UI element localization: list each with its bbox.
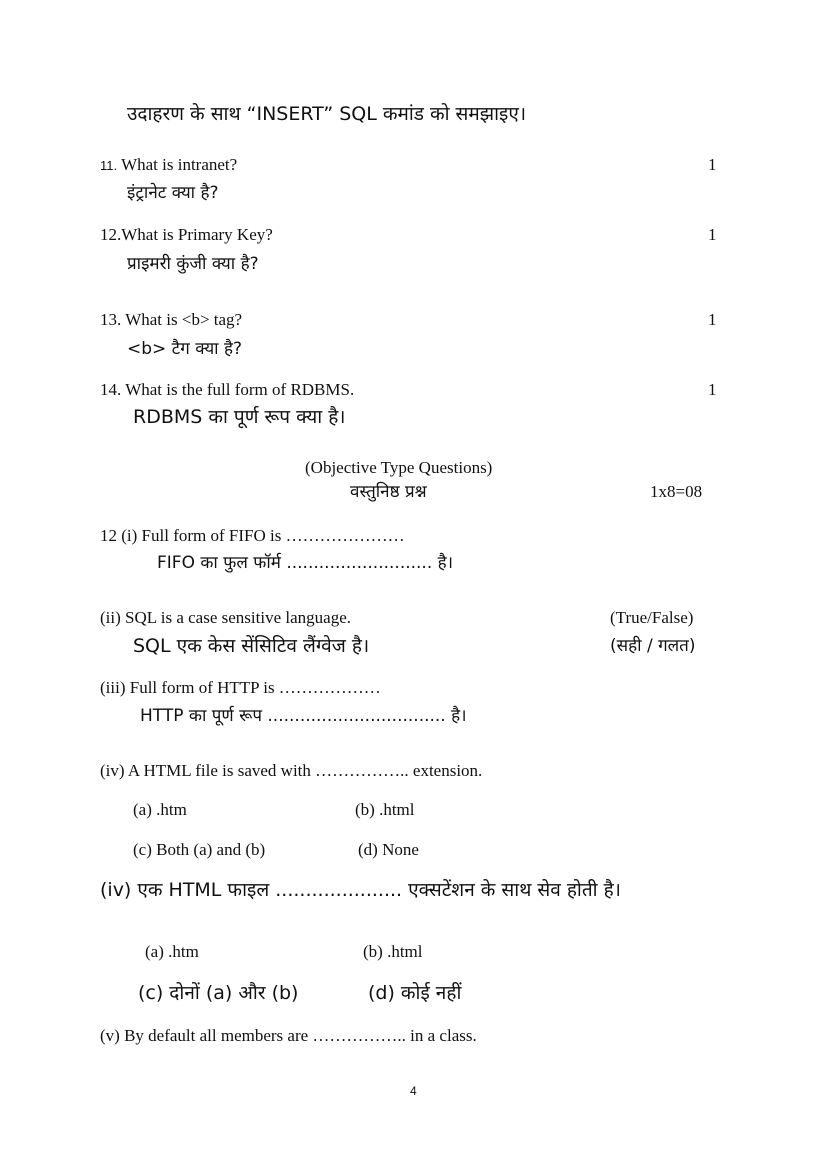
- section-heading: (Objective Type Questions): [305, 458, 493, 477]
- question-text: What is intranet?: [121, 155, 238, 174]
- question-number: 11.: [100, 158, 118, 173]
- question-13-hindi: <b> टैग क्या है?: [127, 339, 243, 359]
- question-12-hindi: प्राइमरी कुंजी क्या है?: [127, 254, 259, 274]
- objective-q4: (iv) A HTML file is saved with …………….. extension.: [100, 761, 483, 780]
- objective-q5: (v) By default all members are …………….. in a class.: [100, 1026, 477, 1045]
- option-c: (c) Both (a) and (b): [133, 840, 266, 859]
- objective-q2-hindi: SQL एक केस सेंसिटिव लैंग्वेज है।: [133, 635, 370, 657]
- option-c-hindi: (c) दोनों (a) और (b): [138, 982, 299, 1004]
- option-d: (d) None: [358, 840, 419, 859]
- marks: 1: [708, 225, 717, 244]
- section-heading-hindi: वस्तुनिष्ठ प्रश्न: [350, 482, 427, 502]
- objective-q2-answer-hindi: (सही / गलत): [610, 636, 696, 656]
- option-b-hindi: (b) .html: [363, 942, 423, 961]
- marks: 1: [708, 310, 717, 329]
- question-11: [100, 155, 237, 176]
- question-text: What is the full form of RDBMS.: [125, 380, 355, 399]
- objective-q2: (ii) SQL is a case sensitive language.: [100, 608, 351, 627]
- question-14-hindi: RDBMS का पूर्ण रूप क्या है।: [133, 406, 346, 428]
- question-14: [100, 380, 354, 400]
- intro-question-hindi: उदाहरण के साथ “INSERT” SQL कमांड को समझाइए।: [127, 103, 527, 125]
- objective-q1: 12 (i) Full form of FIFO is …………………: [100, 526, 405, 545]
- question-text: What is <b> tag?: [125, 310, 243, 329]
- question-number: 13.: [100, 310, 122, 329]
- marks: 1: [708, 380, 717, 399]
- objective-q2-answer: (True/False): [610, 608, 694, 627]
- option-b: (b) .html: [355, 800, 415, 819]
- option-a: (a) .htm: [133, 800, 187, 819]
- question-text: What is Primary Key?: [121, 225, 273, 244]
- section-marks: 1x8=08: [650, 482, 703, 501]
- objective-q3-hindi: HTTP का पूर्ण रूप ................................. है।: [140, 706, 467, 726]
- question-12: [100, 225, 273, 245]
- objective-q3: (iii) Full form of HTTP is ………………: [100, 678, 381, 697]
- objective-q1-hindi: FIFO का फुल फॉर्म ........................... है।: [157, 553, 454, 573]
- marks: 1: [708, 155, 717, 174]
- option-d-hindi: (d) कोई नहीं: [368, 982, 462, 1004]
- question-13: [100, 310, 242, 330]
- question-11-hindi: इंट्रानेट क्या है?: [127, 183, 219, 203]
- page-number: 4: [410, 1084, 417, 1098]
- option-a-hindi: (a) .htm: [145, 942, 199, 961]
- question-number: 12.: [100, 225, 122, 244]
- objective-q4-hindi: (iv) एक HTML फाइल ..................... एक्सटेंशन के साथ सेव होती है।: [100, 879, 621, 901]
- question-number: 14.: [100, 380, 122, 399]
